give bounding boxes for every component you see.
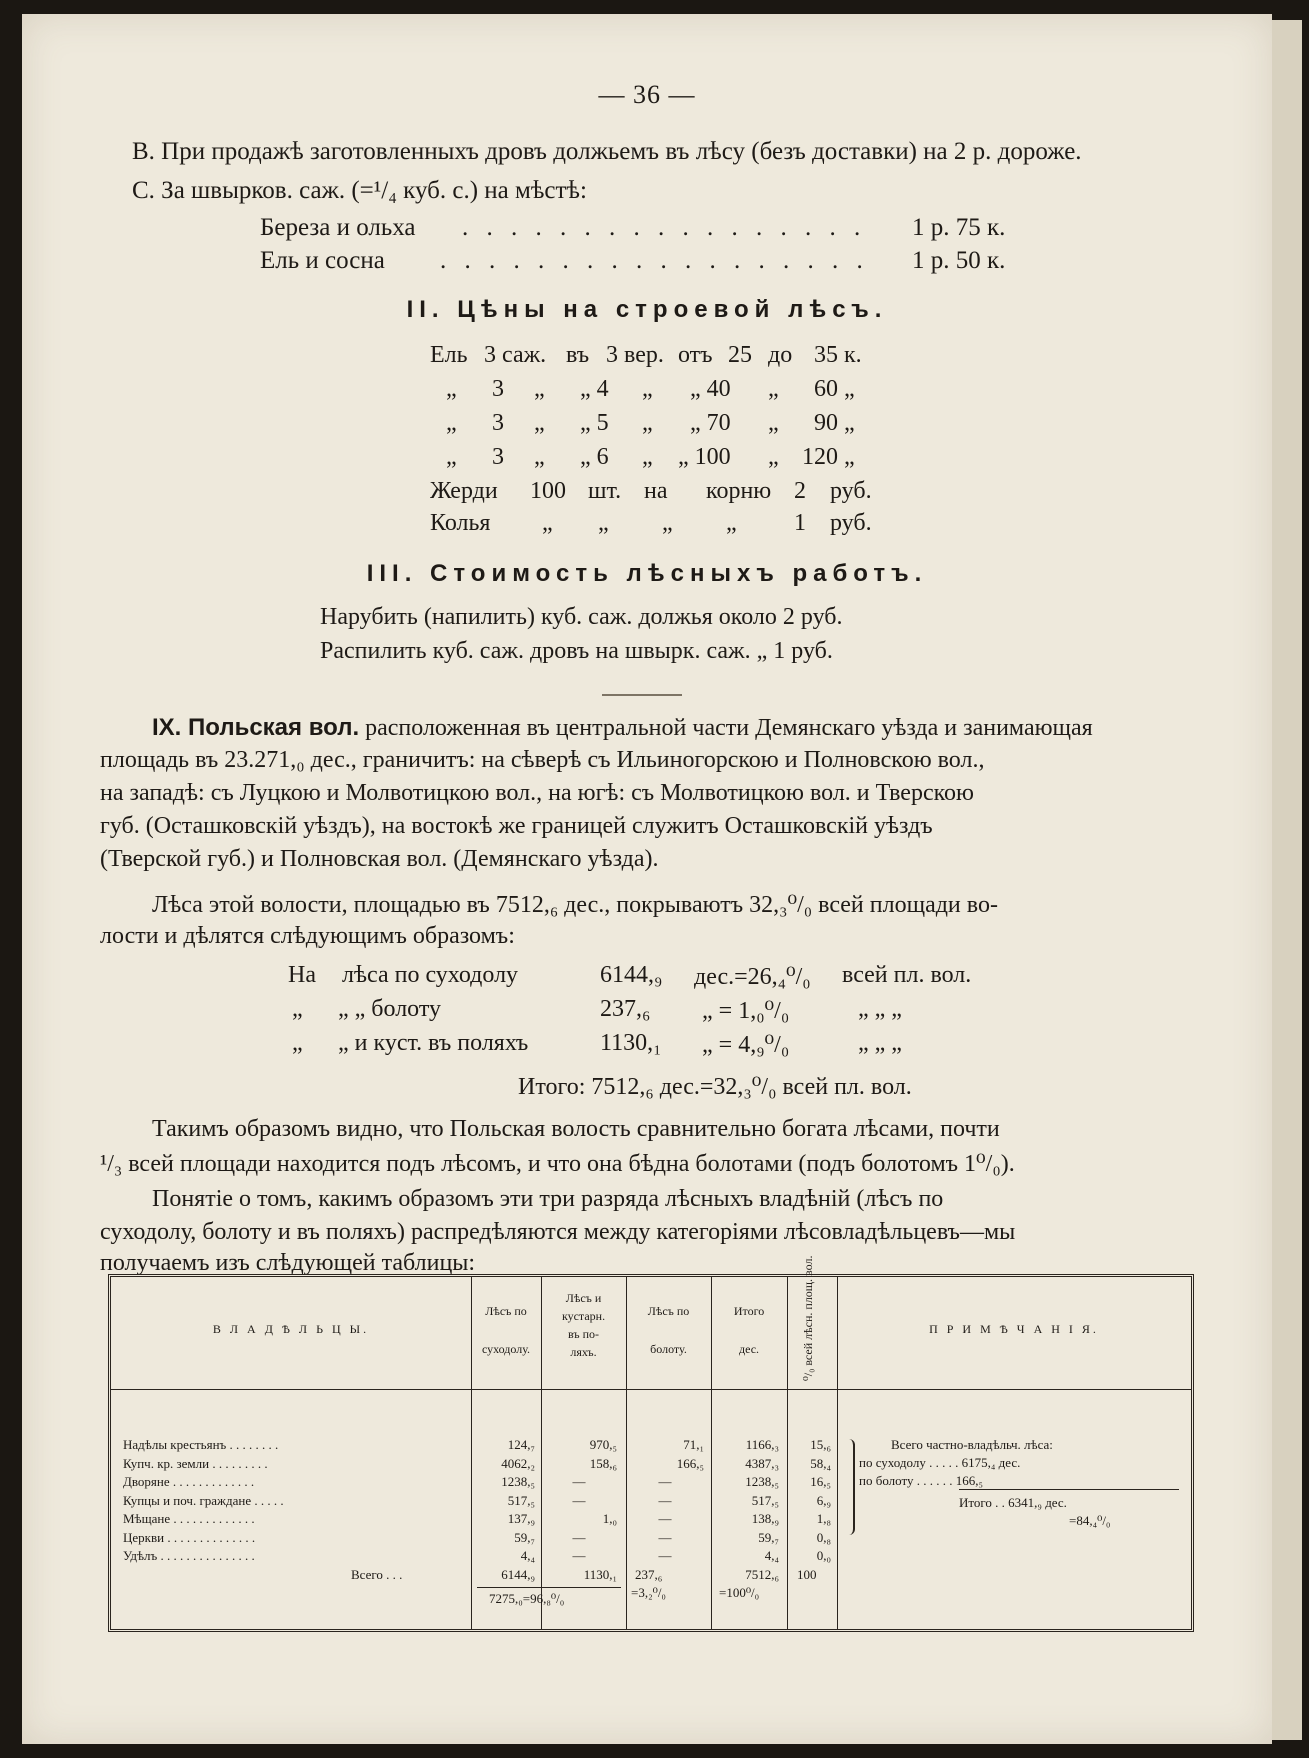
line-c: С. За швырков. саж. (=¹/₄ куб. с.) на мѣстѣ: (132, 177, 587, 204)
table-row-owner: Купч. кр. земли . . . . . . . . . (123, 1455, 268, 1471)
total-swamp-pct: =3,₂⁰/₀ (631, 1585, 666, 1600)
poles-cell: шт. (588, 478, 622, 504)
table-cell-total: 1166,₃ (745, 1437, 779, 1452)
total-swamp: 237,₆ (635, 1567, 663, 1582)
table-cell-swamp: — (658, 1474, 672, 1489)
timber-cell: „ 100 (678, 444, 731, 470)
timber-cell: „ (642, 376, 653, 402)
timber-cell: Ель (430, 342, 468, 368)
table-cell-swamp: 71,₁ (683, 1437, 704, 1452)
total-label: Всего . . . (351, 1567, 403, 1582)
table-cell-dry: 4,₄ (520, 1548, 535, 1563)
stakes-cell: руб. (830, 510, 872, 536)
total-all-pct: =100⁰/₀ (719, 1585, 760, 1600)
table-cell-pct: 15,₆ (810, 1437, 831, 1452)
note-brace (847, 1439, 855, 1535)
para-ix-line-2: площадь въ 23.271,₀ дес., граничитъ: на сѣверѣ съ Ильиногорскою и Полновскою вол., (100, 747, 985, 773)
table-cell-bush: 970,₅ (589, 1437, 617, 1452)
split-cell: „ = 1,₀⁰/₀ (702, 998, 790, 1024)
timber-cell: 25 (728, 342, 752, 368)
timber-cell: 3 саж. (484, 342, 547, 368)
para-ix-line-4: губ. (Осташковскій уѣздъ), на востокѣ же границей служитъ Осташковскій уѣздъ (100, 813, 933, 839)
firewood-birch: Береза и ольха (260, 214, 416, 241)
split-cell: „ „ „ (858, 996, 902, 1022)
stakes-cell: „ (662, 510, 673, 536)
poles-cell: 2 (794, 478, 806, 504)
para-forest-line-2: лости и дѣлятся слѣдующимъ образомъ: (100, 923, 515, 949)
split-cell: „ „ болоту (338, 996, 442, 1022)
table-cell-bush: — (572, 1474, 586, 1489)
total-all: 7512,₆ (745, 1567, 779, 1582)
header-owners: В Л А Д Ѣ Л Ь Ц Ы. (212, 1322, 370, 1336)
timber-cell: 90 „ (814, 410, 855, 436)
table-cell-dry: 59,₇ (514, 1529, 535, 1545)
table-cell-pct: 16,₅ (810, 1474, 831, 1489)
header-swamp (626, 1301, 711, 1359)
split-cell: лѣса по суходолу (342, 962, 519, 988)
stakes-cell: „ (726, 510, 737, 536)
para-ix-text: расположенная въ центральной части Демянскаго уѣзда и занимающая (359, 715, 1093, 741)
total-pct: 100 (797, 1567, 817, 1582)
header-pct: ⁰/₀ всей лѣсн. площ. вол. (801, 1255, 815, 1381)
timber-cell: 3 вер. (606, 342, 664, 368)
header-dry-line: Лѣсъ по (485, 1304, 527, 1318)
table-cell-dry: 137,₉ (507, 1511, 535, 1526)
split-cell: 6144,₉ (600, 962, 663, 988)
table-cell-pct: 1,₈ (816, 1511, 831, 1526)
table-cell-total: 4387,₃ (745, 1455, 779, 1471)
header-bush (541, 1289, 626, 1361)
note-line: Всего частно-владѣльч. лѣса: (891, 1437, 1053, 1452)
sum-rule (477, 1587, 621, 1588)
para-notion-line-1: Понятіе о томъ, какимъ образомъ эти три разряда лѣсныхъ владѣній (лѣсъ по (152, 1186, 944, 1212)
para-ix-line-3: на западѣ: съ Луцкою и Молвотицкою вол., на югѣ: съ Молвотицкою вол. и Тверскою (100, 780, 974, 806)
timber-cell: 60 „ (814, 376, 855, 402)
timber-cell: „ 40 (690, 376, 731, 402)
book-page (22, 14, 1272, 1744)
timber-cell: „ (768, 410, 779, 436)
work-row-2: Распилить куб. саж. дровъ на швырк. саж. „ 1 руб. (320, 638, 833, 664)
header-dry (471, 1301, 541, 1359)
table-row-owner: Надѣлы крестьянъ . . . . . . . . (123, 1437, 279, 1452)
split-cell: „ (292, 1030, 303, 1056)
table-cell-dry: 124,₇ (507, 1437, 535, 1452)
section-divider (602, 694, 682, 696)
para-ix-line-5: (Тверской губ.) и Полновская вол. (Демянскаго уѣзда). (100, 846, 659, 872)
page-edge (1272, 20, 1302, 1740)
table-cell-bush: 158,₆ (589, 1455, 617, 1471)
table-row-owner: Удѣлъ . . . . . . . . . . . . . . . (123, 1548, 255, 1563)
timber-cell: 3 (492, 376, 504, 402)
firewood-birch-price: 1 р. 75 к. (912, 214, 1006, 241)
page-number: — 36 — (598, 80, 696, 109)
timber-cell: 3 (492, 444, 504, 470)
stakes-cell: „ (542, 510, 553, 536)
total-bush: 1130,₁ (583, 1567, 617, 1582)
table-cell-pct: 0,₈ (816, 1529, 831, 1545)
header-dry-line: суходолу. (481, 1342, 531, 1356)
header-swamp-line: Лѣсъ по (647, 1304, 690, 1318)
timber-cell: „ 5 (580, 410, 609, 436)
table-cell-bush: — (572, 1548, 586, 1563)
header-total-line: дес. (738, 1342, 760, 1356)
table-cell-bush: — (572, 1529, 586, 1545)
timber-cell: въ (566, 342, 590, 368)
total-dry: 6144,₉ (501, 1567, 535, 1582)
timber-cell: „ 4 (580, 376, 609, 402)
table-cell-pct: 58,₄ (810, 1455, 831, 1471)
work-row-1: Нарубить (напилить) куб. саж. должья около 2 руб. (320, 604, 843, 630)
split-cell: „ (292, 996, 303, 1022)
dot-leader: . . . . . . . . . . . . . . . . . (462, 214, 867, 241)
split-cell: На (288, 962, 316, 988)
table-cell-swamp: — (658, 1529, 672, 1545)
table-cell-total: 1238,₅ (745, 1474, 779, 1489)
timber-cell: „ (768, 444, 779, 470)
para-thus-line-1: Такимъ образомъ видно, что Польская волость сравнительно богата лѣсами, почти (152, 1116, 1000, 1142)
firewood-spruce: Ель и сосна (260, 247, 385, 274)
para-notion-line-3: получаемъ изъ слѣдующей таблицы: (100, 1250, 476, 1276)
stakes-cell: 1 (794, 510, 806, 536)
note-line: по болоту . . . . . . 166,₅ (859, 1473, 984, 1488)
timber-cell: „ (534, 410, 545, 436)
timber-cell: „ (642, 410, 653, 436)
note-line: Итого . . 6341,₉ дес. (959, 1495, 1067, 1510)
split-cell: всей пл. вол. (842, 962, 972, 988)
table-cell-total: 138,₉ (751, 1511, 779, 1526)
firewood-spruce-price: 1 р. 50 к. (912, 247, 1006, 274)
table-cell-pct: 6,₉ (816, 1492, 831, 1508)
timber-cell: „ (534, 376, 545, 402)
timber-cell: „ (642, 444, 653, 470)
table-cell-pct: 0,₀ (816, 1548, 831, 1563)
timber-cell: 120 „ (802, 444, 855, 470)
timber-cell: „ (446, 376, 457, 402)
timber-cell: до (768, 342, 793, 368)
timber-cell: 35 к. (814, 342, 862, 368)
split-cell: 237,₆ (600, 996, 651, 1022)
header-rule (111, 1389, 1191, 1390)
table-cell-swamp: — (658, 1511, 672, 1526)
note-line: =84,₄⁰/₀ (1069, 1513, 1111, 1528)
col-divider (787, 1277, 788, 1629)
table-row-owner: Мѣщане . . . . . . . . . . . . . (123, 1511, 255, 1526)
table-cell-swamp: 166,₅ (676, 1455, 704, 1471)
timber-cell: отъ (678, 342, 713, 368)
para-ix-line-1 (152, 714, 1093, 742)
line-b: В. При продажѣ заготовленныхъ дровъ должьемъ въ лѣсу (безъ доставки) на 2 р. дороже. (132, 138, 1082, 165)
para-forest-line-1: Лѣса этой волости, площадью въ 7512,₆ дес., покрываютъ 32,₃⁰/₀ всей площади во- (152, 892, 998, 918)
table-cell-swamp: — (658, 1492, 672, 1508)
header-bush-line: кустарн. (561, 1309, 606, 1323)
split-cell: „ = 4,₉⁰/₀ (702, 1032, 790, 1058)
poles-cell: на (644, 478, 668, 504)
note-rule (959, 1489, 1179, 1490)
para-ix-title: IX. Польская вол. (152, 714, 360, 741)
poles-cell: Жерди (430, 478, 498, 504)
split-cell: дес.=26,₄⁰/₀ (694, 964, 811, 990)
table-cell-dry: 4062,₂ (501, 1455, 535, 1471)
timber-cell: „ (768, 376, 779, 402)
table-cell-dry: 517,₅ (507, 1492, 535, 1508)
poles-cell: 100 (530, 478, 566, 504)
timber-cell: „ 70 (690, 410, 731, 436)
table-row-owner: Дворяне . . . . . . . . . . . . . (123, 1474, 255, 1489)
table-cell-swamp: — (658, 1548, 672, 1563)
table-cell-bush: — (572, 1492, 586, 1508)
timber-cell: 3 (492, 410, 504, 436)
split-cell: 1130,₁ (600, 1030, 662, 1056)
section-2-title: II. Цѣны на строевой лѣсъ. (406, 296, 888, 323)
poles-cell: руб. (830, 478, 872, 504)
header-total-line: Итого (733, 1304, 765, 1318)
header-bush-line: въ по- (568, 1327, 599, 1341)
stakes-cell: „ (598, 510, 609, 536)
total-combined: 7275,₀=96,₈⁰/₀ (489, 1591, 565, 1606)
timber-cell: „ 6 (580, 444, 609, 470)
timber-cell: „ (534, 444, 545, 470)
table-cell-dry: 1238,₅ (501, 1474, 535, 1489)
forest-total: Итого: 7512,₆ дес.=32,₃⁰/₀ всей пл. вол. (518, 1074, 912, 1100)
para-notion-line-2: суходолу, болоту и въ поляхъ) распредѣляются между категоріями лѣсовладѣльцевъ—мы (100, 1219, 1016, 1245)
poles-cell: корню (706, 478, 772, 504)
table-row-owner: Купцы и поч. граждане . . . . . (123, 1492, 284, 1508)
split-cell: „ и куст. въ поляхъ (338, 1030, 529, 1056)
table-cell-total: 4,₄ (764, 1548, 779, 1563)
para-thus-line-2: ¹/₃ всей площади находится подъ лѣсомъ, и что она бѣдна болотами (подъ болотомъ 1⁰/₀). (100, 1151, 1015, 1177)
section-3-title: III. Стоимость лѣсныхъ работъ. (366, 560, 928, 587)
table-cell-total: 59,₇ (758, 1529, 779, 1545)
header-total (711, 1301, 787, 1359)
header-bush-line: Лѣсъ и (565, 1291, 602, 1305)
table-row-owner: Церкви . . . . . . . . . . . . . . (123, 1529, 256, 1545)
header-bush-line: ляхъ. (570, 1345, 597, 1359)
timber-cell: „ (446, 444, 457, 470)
note-line: по суходолу . . . . . 6175,₄ дес. (859, 1455, 1021, 1470)
split-cell: „ „ „ (858, 1030, 902, 1056)
stakes-cell: Колья (430, 510, 491, 536)
header-swamp-line: болоту. (650, 1342, 687, 1356)
header-notes: П Р И М Ѣ Ч А Н І Я. (929, 1322, 1099, 1336)
table-cell-total: 517,₅ (751, 1492, 779, 1508)
timber-cell: „ (446, 410, 457, 436)
table-cell-bush: 1,₀ (602, 1511, 617, 1526)
dot-leader: . . . . . . . . . . . . . . . . . . (440, 247, 869, 274)
